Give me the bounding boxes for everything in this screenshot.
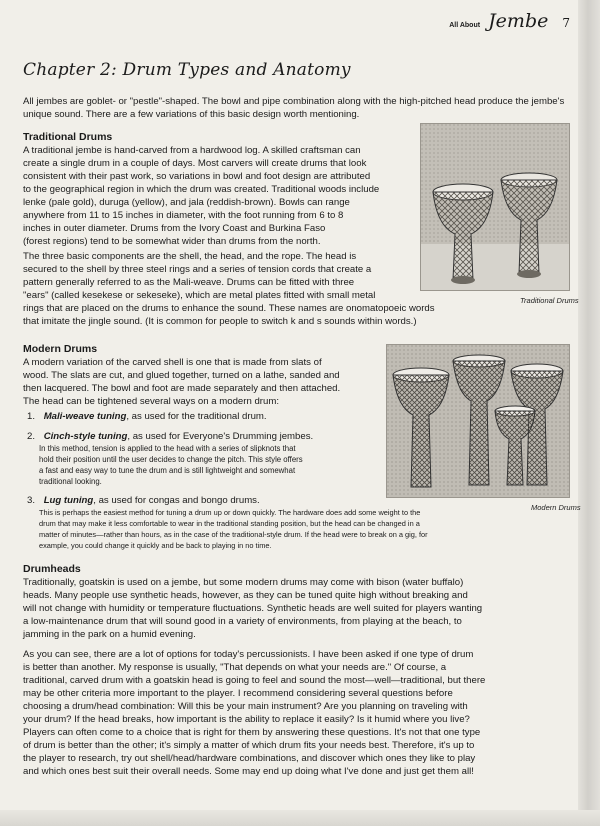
modern-paragraph-1: A modern variation of the carved shell is one that is made from slats of wood. The slats are cut, and glued together, turned on a lathe, sanded and then lacquered. The bowl and foot are made separately and then attached. The head can be tightened several ways on a modern drum: [23, 357, 341, 407]
chapter-title: Chapter 2: Drum Types and Anatomy [23, 60, 351, 80]
drumheads-heading: Drumheads [23, 563, 81, 575]
traditional-paragraph-1: A traditional jembe is hand-carved from a hardwood log. A skilled craftsman can create a single drum in a couple of days. Most carvers will create drums that look consistent with their past work, so variations in bowl and foot design are attributed to the geographical region in which the drum was created. Traditional woods include lenke (pale gold), duruga (yellow), and jala (reddish-brown). Bowls can range anywhere from 11 to 15 inches in diameter, with the foot running from 6 to 8 inches in outer diameter. Drums from the Ivory Coast and Burkina Faso (forest regions) tend to be somewhat wider than drums from the north. [23, 145, 380, 247]
traditional-drums-illustration [421, 124, 569, 290]
running-head [449, 10, 570, 32]
traditional-drums-photo [420, 123, 570, 291]
modern-drums-photo [386, 344, 570, 498]
intro-paragraph: All jembes are goblet- or "pestle"-shaped. The bowl and pipe combination along with the high-pitched head produce the jembe's unique sound. There are a few variations of this basic design worth mentioning. [23, 96, 565, 120]
running-head-small: All About [449, 22, 481, 29]
modern-heading: Modern Drums [23, 343, 98, 355]
tuning-item-3: 3. Lug tuning, as used for congas and bongo drums. This is perhaps the easiest method for tuning a drum up or down quickly. The hardware does add some weight to the drum that may make it less comfortable to wear in the traditional standing position, but the head can be changed in a matter of minutes—rather than hours, as in the case of the traditional-style drum. If the head were to break on a gig, for example, you could change it quickly and be back to playing in no time. [27, 495, 428, 550]
drumheads-paragraph-1: Traditionally, goatskin is used on a jembe, but some modern drums may come with bison (water buffalo) heads. Many people use synthetic heads, however, as they can be tuned quite high without breaking and will not change with humidity or temperature fluctuations. Synthetic heads are well suited for players wanting a low-maintenance drum that will sound good in a variety of environments, from playing at the beach, to jamming in the park on a humid evening. [23, 577, 483, 640]
scan-edge-bottom [0, 810, 600, 826]
traditional-heading: Traditional Drums [23, 131, 113, 143]
traditional-paragraph-2: The three basic components are the shell, the head, and the rope. The head is secured to the shell by three steel rings and a series of tension cords that create a pattern generally referred to as the Mali-weave. Drums can be fitted with three "ears" (called kesekese or sekeseke), which are metal plates fitted with small metal rings that are placed on the drums to enhance the sound. These names are onomatopoeic words that imitate the jingle sound. (It is common for people to switch k and s sounds within words.) [23, 251, 435, 327]
modern-drums-illustration [387, 345, 569, 497]
tuning-item-1: 1. Mali-weave tuning, as used for the traditional drum. [27, 411, 267, 422]
page-number: 7 [562, 16, 570, 30]
tuning-item-2: 2. Cinch-style tuning, as used for Everyone's Drumming jembes. In this method, tension is applied to the head with a series of slipknots that hold their position until the user decides to change the pitch. This style offers a fast and easy way to tune the drum and is still lightweight and somewhat traditional looking. [27, 431, 314, 486]
scan-edge-right [578, 0, 600, 826]
running-head-title: Jembe [488, 10, 549, 32]
drumheads-paragraph-2: As you can see, there are a lot of options for today's percussionists. I have been asked if one type of drum is better than another. My response is usually, "That depends on what your needs are." Of course, a traditional, carved drum with a goatskin head is going to feel and sound the most—well—traditional, but there may be other criteria more important to the player. I recommend considering several questions before choosing a drum/head combination: Will this be your main instrument? Are you planning on traveling with your drum? If the head breaks, how important is the ability to replace it easily? Is it humid where you live? Players can often come to a choice that is right for them by answering these questions. It's not that one type of drum is better than the other; it's simply a matter of which drum fits your needs best. Therefore, it's up to the player to research, try out shell/head/hardware combinations, and discover which ones they like to play and which ones best suit their overall needs. Some may end up doing what I've done and just get them all! [23, 649, 486, 777]
modern-drums-caption: Modern Drums [531, 503, 581, 512]
traditional-drums-caption: Traditional Drums [520, 296, 579, 305]
